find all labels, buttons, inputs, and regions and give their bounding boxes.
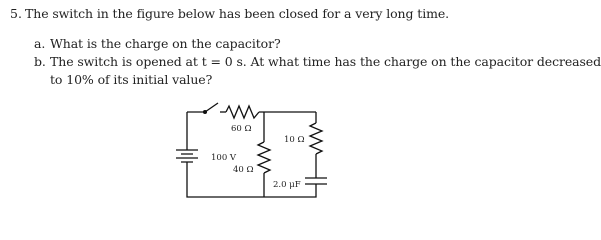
part-a-text: What is the charge on the capacitor? [50,36,281,51]
battery-icon [176,150,198,162]
part-b-text-line-2: to 10% of its initial value? [50,72,213,87]
switch-icon [205,103,218,112]
resistor-40-icon [258,142,270,173]
problem-number: 5. [10,6,22,21]
r-right-label: 10 Ω [284,135,305,145]
r-top-label: 60 Ω [231,124,252,134]
resistor-10-icon [310,123,322,154]
resistor-60-icon [226,106,259,118]
part-a-letter: a. [34,36,46,51]
switch-pivot [204,111,207,114]
problem-stem: The switch in the figure below has been closed for a very long time. [25,6,450,21]
capacitor-label: 2.0 μF [273,180,301,190]
battery-label: 100 V [211,153,237,163]
part-b-letter: b. [34,54,46,69]
part-b-text-line-1: The switch is opened at t = 0 s. At what time has the charge on the capacitor decreased [50,54,601,69]
r-mid-label: 40 Ω [233,165,254,175]
capacitor-icon [305,178,327,184]
